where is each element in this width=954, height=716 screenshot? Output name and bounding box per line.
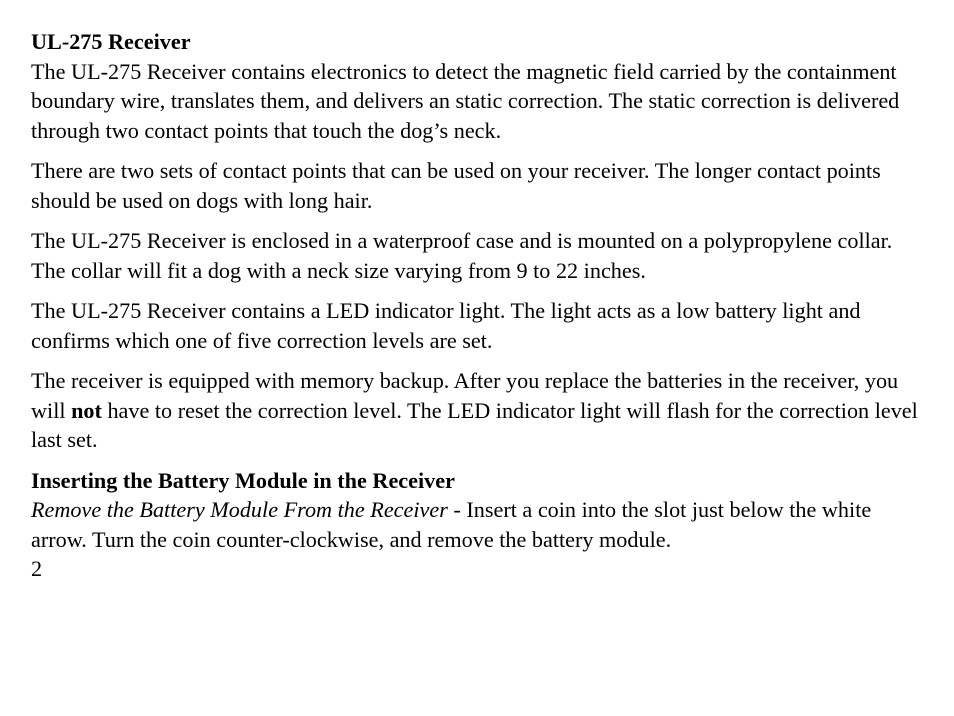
paragraph-waterproof-case: The UL-275 Receiver is enclosed in a waterproof case and is mounted on a polypropylene collar. The collar will fit a dog with a neck size varying from 9 to 22 inches. — [31, 228, 893, 283]
remove-battery-text: - Insert a coin into the slot just below the white arrow. Turn the coin counter-clockwise, and remove the battery module. — [31, 497, 872, 552]
paragraph-led-indicator: The UL-275 Receiver contains a LED indicator light. The light acts as a low battery light and confirms which one of five correction levels are set. — [31, 298, 861, 353]
remove-battery-lead: Remove the Battery Module From the Receiver — [31, 497, 448, 522]
section-heading-receiver: UL-275 Receiver — [31, 29, 191, 54]
memory-text-before: The receiver is equipped with memory backup. After you replace the batteries in the receiver, you will — [31, 368, 899, 423]
document-page — [31, 27, 931, 584]
paragraph-memory-backup — [31, 366, 931, 455]
memory-text-emphasis: not — [71, 397, 102, 423]
paragraph-contact-points: There are two sets of contact points that can be used on your receiver. The longer contact points should be used on dogs with long hair. — [31, 158, 881, 213]
memory-text-after: have to reset the correction level. The LED indicator light will flash for the correction level last set. — [31, 397, 918, 452]
section-heading-battery: Inserting the Battery Module in the Receiver — [31, 467, 455, 493]
paragraph-receiver-intro: The UL-275 Receiver contains electronics to detect the magnetic field carried by the containment boundary wire, translates them, and delivers an static correction. The static correction is delivered through two contact points that touch the dog’s neck. — [31, 58, 900, 143]
page-number: 2 — [31, 556, 43, 581]
paragraph-remove-battery — [31, 495, 931, 554]
